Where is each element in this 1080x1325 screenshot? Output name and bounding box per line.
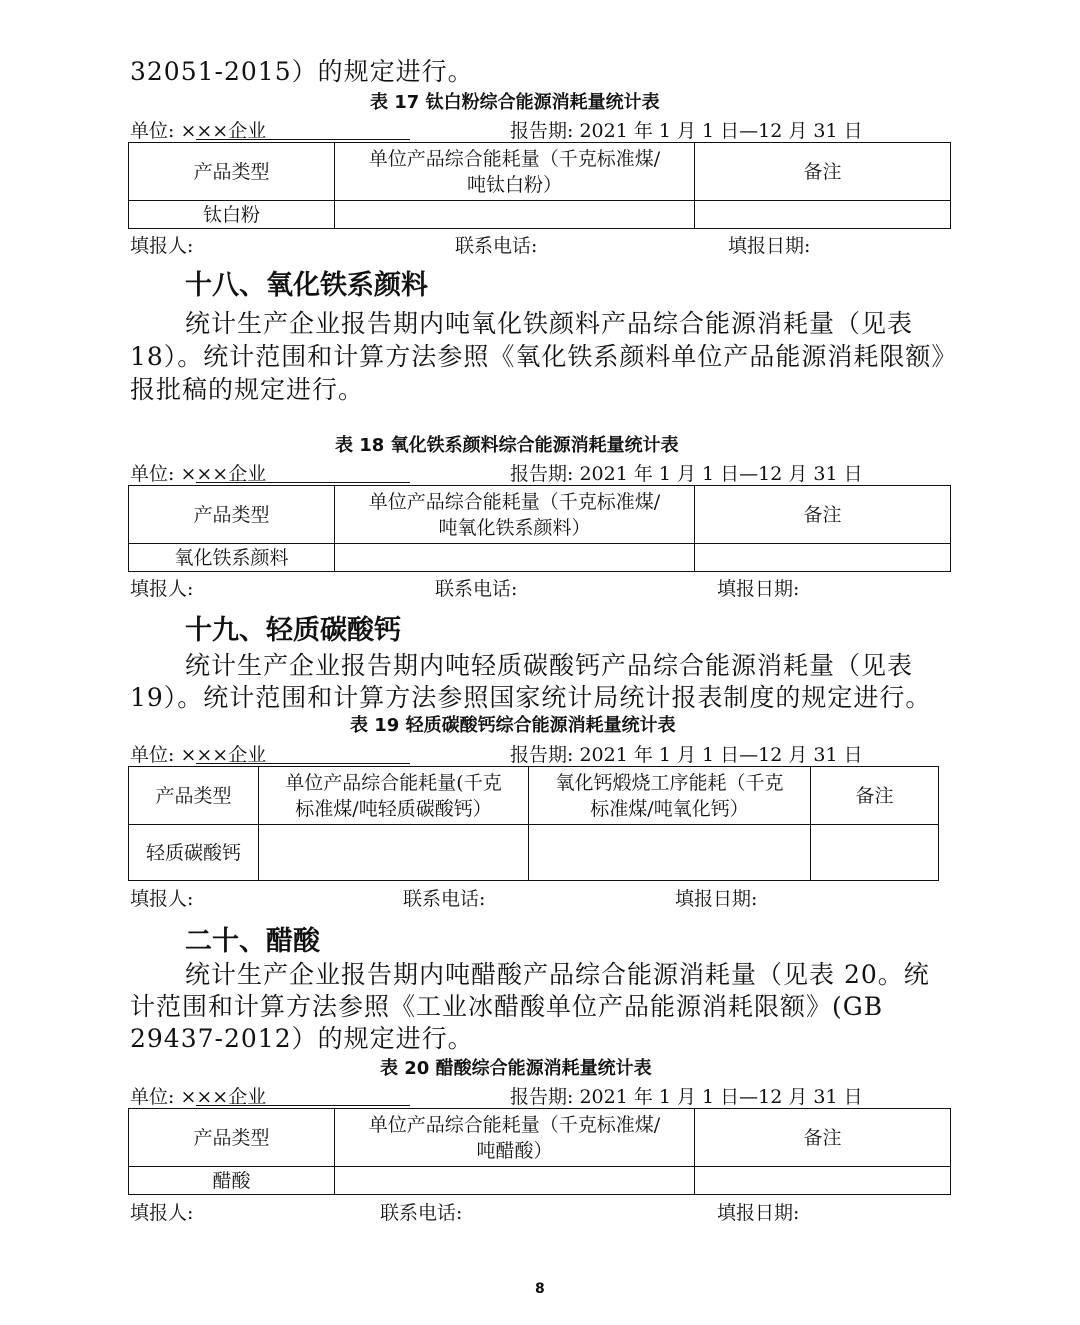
section-20-line-3: 29437-2012）的规定进行。 xyxy=(130,1024,474,1053)
table-19-unit-underline xyxy=(196,763,410,764)
page-number: 8 xyxy=(535,1281,545,1297)
section-20-heading: 二十、醋酸 xyxy=(185,926,320,957)
table-19-unit: 单位: ×××企业 xyxy=(130,744,267,766)
table-19-header-type: 产品类型 xyxy=(129,767,259,825)
section-18-line-1: 统计生产企业报告期内吨氧化铁颜料产品综合能源消耗量（见表 xyxy=(185,309,914,338)
table-17-header-energy: 单位产品综合能耗量（千克标准煤/ 吨钛白粉） xyxy=(335,143,695,201)
table-18-unit: 单位: ×××企业 xyxy=(130,463,267,485)
table-17-date: 填报日期: xyxy=(728,235,811,257)
table-19-filler: 填报人: xyxy=(130,888,194,910)
table-17-cell-remark[interactable] xyxy=(695,201,951,229)
table-18-cell-energy[interactable] xyxy=(335,544,695,572)
table-17-caption: 表 17 钛白粉综合能源消耗量统计表 xyxy=(370,92,660,113)
table-19-phone: 联系电话: xyxy=(403,888,486,910)
table-18-header-type: 产品类型 xyxy=(129,486,335,544)
table-18-header-remark: 备注 xyxy=(695,486,951,544)
table-17-period: 报告期: 2021 年 1 月 1 日—12 月 31 日 xyxy=(510,120,863,142)
section-18-line-2: 18）。统计范围和计算方法参照《氧化铁系颜料单位产品能源消耗限额》 xyxy=(130,342,958,371)
table-20-unit: 单位: ×××企业 xyxy=(130,1086,267,1108)
section-20-line-2: 计范围和计算方法参照《工业冰醋酸单位产品能源消耗限额》(GB xyxy=(130,992,884,1021)
table-19-header-remark: 备注 xyxy=(811,767,939,825)
table-17-row-product: 钛白粉 xyxy=(129,201,335,229)
table-17-phone: 联系电话: xyxy=(455,235,538,257)
table-20-phone: 联系电话: xyxy=(380,1202,463,1224)
table-19-cell-calcination[interactable] xyxy=(529,825,811,881)
table-18-date: 填报日期: xyxy=(717,578,800,600)
table-18-row-product: 氧化铁系颜料 xyxy=(129,544,335,572)
section-19-heading: 十九、轻质碳酸钙 xyxy=(185,615,401,646)
table-18-period: 报告期: 2021 年 1 月 1 日—12 月 31 日 xyxy=(510,463,863,485)
table-20-filler: 填报人: xyxy=(130,1202,194,1224)
table-17-unit-underline xyxy=(196,139,410,140)
table-20-header-energy: 单位产品综合能耗量（千克标准煤/ 吨醋酸） xyxy=(335,1109,695,1167)
table-20-date: 填报日期: xyxy=(717,1202,800,1224)
table-20-row-product: 醋酸 xyxy=(129,1167,335,1195)
table-19-date: 填报日期: xyxy=(675,888,758,910)
table-17 xyxy=(128,142,951,229)
table-20-cell-energy[interactable] xyxy=(335,1167,695,1195)
section-19-line-2: 19）。统计范围和计算方法参照国家统计局统计报表制度的规定进行。 xyxy=(130,683,932,712)
table-18-header-energy: 单位产品综合能耗量（千克标准煤/ 吨氧化铁系颜料） xyxy=(335,486,695,544)
table-20-caption: 表 20 醋酸综合能源消耗量统计表 xyxy=(380,1058,652,1079)
table-18-unit-underline xyxy=(196,482,410,483)
table-18-phone: 联系电话: xyxy=(435,578,518,600)
table-19-row-product: 轻质碳酸钙 xyxy=(129,825,259,881)
table-17-header-type: 产品类型 xyxy=(129,143,335,201)
table-18-filler: 填报人: xyxy=(130,578,194,600)
table-20-unit-underline xyxy=(196,1105,410,1106)
table-17-unit: 单位: ×××企业 xyxy=(130,120,267,142)
table-19-header-energy: 单位产品综合能耗量(千克 标准煤/吨轻质碳酸钙） xyxy=(259,767,529,825)
intro-tail-text: 32051-2015）的规定进行。 xyxy=(130,57,474,86)
table-17-filler: 填报人: xyxy=(130,235,194,257)
table-20 xyxy=(128,1108,951,1195)
section-18-line-3: 报批稿的规定进行。 xyxy=(130,375,365,404)
table-19-period: 报告期: 2021 年 1 月 1 日—12 月 31 日 xyxy=(510,744,863,766)
table-18-caption: 表 18 氧化铁系颜料综合能源消耗量统计表 xyxy=(335,435,679,456)
table-19-header-calcination: 氧化钙煅烧工序能耗（千克 标准煤/吨氧化钙） xyxy=(529,767,811,825)
section-18-heading: 十八、氧化铁系颜料 xyxy=(185,270,428,301)
section-19-line-1: 统计生产企业报告期内吨轻质碳酸钙产品综合能源消耗量（见表 xyxy=(185,651,914,680)
table-17-header-remark: 备注 xyxy=(695,143,951,201)
table-18-cell-remark[interactable] xyxy=(695,544,951,572)
table-20-header-remark: 备注 xyxy=(695,1109,951,1167)
table-20-period: 报告期: 2021 年 1 月 1 日—12 月 31 日 xyxy=(510,1086,863,1108)
table-17-cell-energy[interactable] xyxy=(335,201,695,229)
table-19-cell-remark[interactable] xyxy=(811,825,939,881)
section-20-line-1: 统计生产企业报告期内吨醋酸产品综合能源消耗量（见表 20。统 xyxy=(185,960,930,989)
table-20-header-type: 产品类型 xyxy=(129,1109,335,1167)
table-19 xyxy=(128,766,939,881)
table-19-caption: 表 19 轻质碳酸钙综合能源消耗量统计表 xyxy=(350,715,676,736)
table-20-cell-remark[interactable] xyxy=(695,1167,951,1195)
table-19-cell-energy[interactable] xyxy=(259,825,529,881)
table-18 xyxy=(128,485,951,572)
